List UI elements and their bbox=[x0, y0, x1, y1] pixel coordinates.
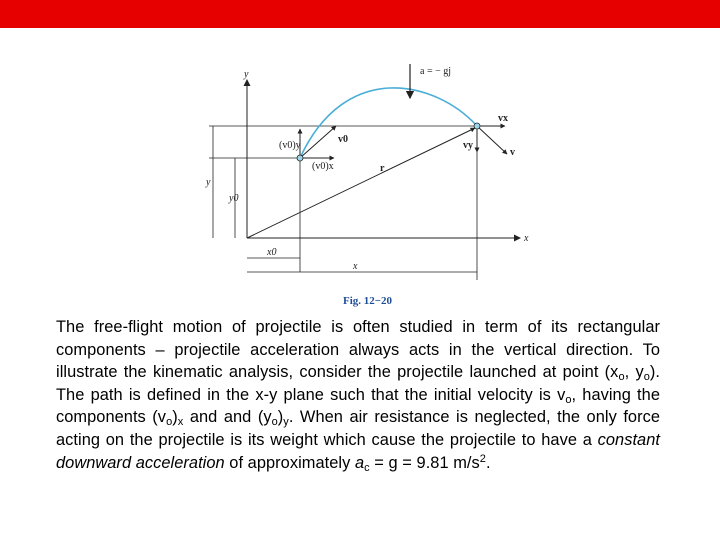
figure-caption: Fig. 12−20 bbox=[343, 295, 393, 307]
launch-point bbox=[297, 155, 303, 161]
projectile-diagram bbox=[195, 60, 535, 310]
x-dimension-label: x bbox=[353, 261, 358, 272]
x-axis-label: x bbox=[524, 233, 529, 244]
vx-label: vx bbox=[498, 113, 508, 124]
projectile-point bbox=[474, 123, 480, 129]
emphasis-text: constant downward acceleration bbox=[56, 430, 660, 472]
v0-vector bbox=[300, 126, 336, 158]
v0y-label: (v0)y bbox=[279, 140, 301, 151]
v0-label: v0 bbox=[338, 134, 348, 145]
header-bar bbox=[0, 0, 720, 28]
y-dimension-label: y bbox=[206, 177, 211, 188]
v0x-label: (v0)x bbox=[312, 161, 334, 172]
v-label: v bbox=[510, 147, 515, 158]
x0-dimension-label: x0 bbox=[267, 247, 277, 258]
y-axis-label: y bbox=[244, 69, 249, 80]
v-vector bbox=[477, 126, 507, 154]
explanation-paragraph: The free-flight motion of projectile is often studied in term of its rectangular components – projectile acceleration always acts in the vertical direction. To illustrate the kinematic analysis, consider the projectile launched at point ($x_o$, $y_o$). The path is defined in the x-y plane such that the initial velocity is $v_o$, having the components $(v_o)_x$ and and $(y_o)_y$. When air resistance is neglected, the only force acting on the projectile is its weight which cause the projectile to have a constant downward acceleration of approximately $a_c = g = 9.81$ $m/s^2$. bbox=[56, 318, 661, 474]
trajectory-curve bbox=[300, 88, 477, 158]
vy-label: vy bbox=[463, 140, 473, 151]
y0-dimension-label: y0 bbox=[229, 193, 239, 204]
acceleration-label: a = − gj bbox=[420, 66, 451, 77]
projectile-figure bbox=[195, 60, 535, 310]
position-vector-label: r bbox=[380, 163, 385, 174]
